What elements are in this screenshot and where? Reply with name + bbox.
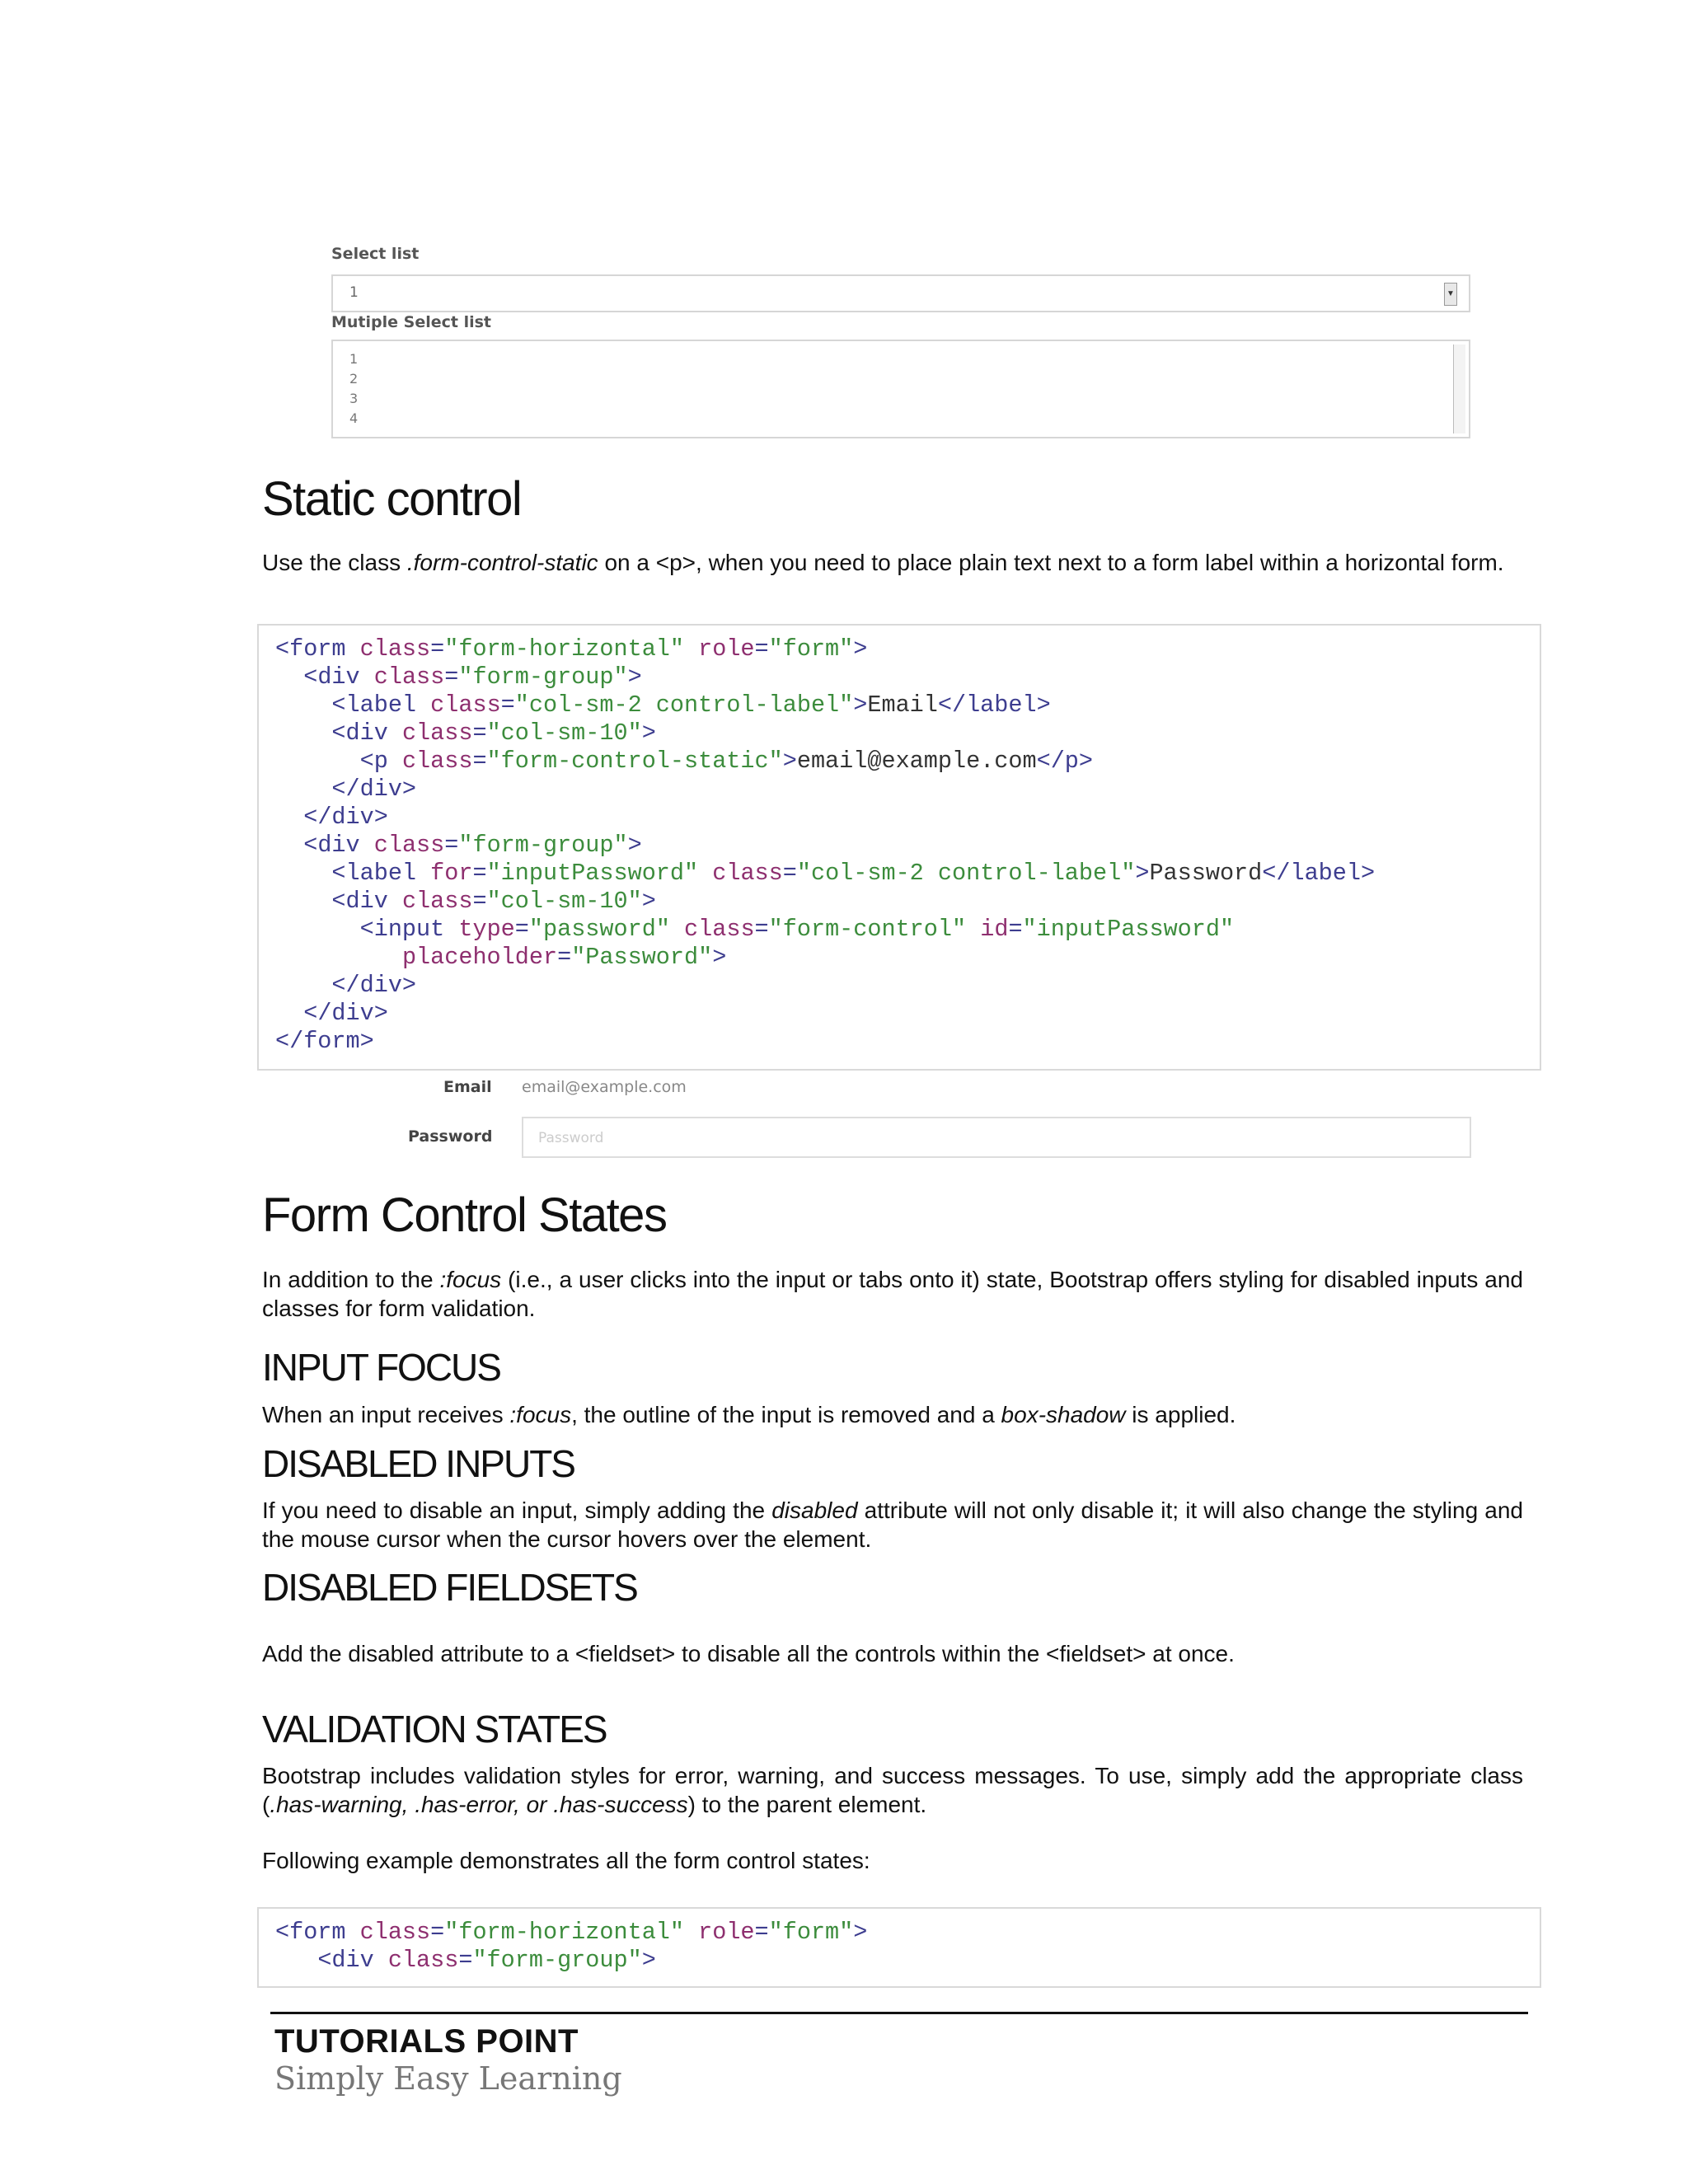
text-run: Use the class (262, 550, 407, 575)
code-token: "form-group" (458, 832, 628, 859)
code-token: "form-horizontal" (444, 635, 684, 663)
code-token: class (373, 663, 445, 691)
code-token: = (1008, 916, 1023, 943)
code-line (275, 635, 867, 663)
code-token: class (401, 748, 473, 775)
chevron-down-icon[interactable]: ▼ (1444, 283, 1457, 306)
text-run: attribute will not only disable it; it will also change the styling and the mouse cursor when the cursor hovers over the element. (262, 1497, 1523, 1552)
code-token: > (641, 888, 656, 915)
code-line (275, 1000, 388, 1027)
code-token: <p (359, 748, 402, 775)
code-token (275, 804, 303, 831)
code-line (275, 663, 642, 691)
code-token (275, 1000, 303, 1027)
disabled-fieldsets-heading: DISABLED FIELDSETS (262, 1566, 637, 1609)
code-token: "col-sm-2 control-label" (514, 691, 854, 719)
code-token: </form> (275, 1028, 374, 1055)
text-run: (i.e., a user clicks into the input or tabs onto it) state, Bootstrap offers styling for disabled inputs and classes for form validation. (262, 1267, 1523, 1321)
code-token: </p> (1036, 748, 1094, 775)
code-token: > (853, 635, 868, 663)
italic-text: .has-warning, .has-error, or .has-success (270, 1792, 688, 1817)
form-states-code-block (257, 1907, 1541, 1988)
code-token: email@example.com (796, 748, 1037, 775)
code-token: = (754, 635, 769, 663)
code-token: = (472, 748, 487, 775)
code-token: = (514, 916, 529, 943)
code-line (275, 972, 416, 999)
code-token: "Password" (571, 944, 713, 971)
code-token: <form (275, 1919, 360, 1946)
code-token (966, 916, 980, 943)
multiple-select-list[interactable] (331, 340, 1470, 438)
text-run: ) to the parent element. (687, 1792, 927, 1817)
disabled-inputs-heading: DISABLED INPUTS (262, 1442, 574, 1485)
code-token (275, 832, 303, 859)
code-token: </div> (303, 1000, 388, 1027)
code-token: > (627, 663, 642, 691)
form-control-states-intro (262, 1265, 1523, 1323)
code-token: "col-sm-2 control-label" (796, 860, 1136, 887)
code-token: "form-group" (458, 663, 628, 691)
italic-text: .form-control-static (406, 550, 598, 575)
validation-example-intro (262, 1846, 1523, 1875)
password-placeholder: Password (538, 1130, 604, 1146)
code-token: > (1135, 860, 1150, 887)
code-token: <label (331, 860, 431, 887)
code-token (275, 916, 360, 943)
code-token: "form" (768, 1919, 854, 1946)
code-token: = (500, 691, 515, 719)
code-token: for (430, 860, 473, 887)
code-token (275, 944, 402, 971)
code-line (275, 1919, 867, 1946)
footer-tagline: Simply Easy Learning (274, 2060, 622, 2097)
select-option[interactable]: 4 (349, 410, 359, 426)
multiple-select-options (349, 349, 358, 429)
code-token: "inputPassword" (486, 860, 699, 887)
code-token: <div (317, 1947, 388, 1974)
code-token: > (782, 748, 797, 775)
code-token: = (754, 1919, 769, 1946)
text-run: is applied. (1125, 1402, 1236, 1427)
code-token: > (712, 944, 727, 971)
code-line (275, 776, 416, 803)
code-token: <form (275, 635, 360, 663)
disabled-inputs-text (262, 1496, 1523, 1554)
code-token: class (373, 832, 445, 859)
code-line (275, 719, 656, 747)
code-token: = (458, 1947, 473, 1974)
code-token: Email (867, 691, 938, 719)
code-line (275, 1947, 656, 1974)
text-run: , the outline of the input is removed and a (571, 1402, 1001, 1427)
multiple-select-list-label: Mutiple Select list (331, 313, 491, 331)
code-token: "col-sm-10" (486, 888, 642, 915)
code-line (275, 888, 656, 915)
input-focus-heading: INPUT FOCUS (262, 1346, 500, 1389)
code-token: "form-group" (472, 1947, 642, 1974)
code-token (670, 916, 684, 943)
code-token: </label> (937, 691, 1051, 719)
code-token: <div (303, 663, 374, 691)
disabled-fieldsets-text (262, 1639, 1523, 1668)
code-token: > (853, 691, 868, 719)
static-control-heading: Static control (262, 472, 522, 526)
scrollbar[interactable] (1453, 344, 1465, 434)
code-token (698, 860, 712, 887)
validation-states-heading: VALIDATION STATES (262, 1708, 607, 1750)
code-token: "form" (768, 635, 854, 663)
code-token: = (557, 944, 572, 971)
code-line (275, 804, 388, 831)
code-token (275, 972, 331, 999)
code-token: "password" (528, 916, 670, 943)
code-token: class (430, 691, 501, 719)
code-token: <div (331, 719, 402, 747)
code-token: <label (331, 691, 431, 719)
code-token: = (430, 635, 445, 663)
code-token: role (698, 635, 755, 663)
code-token: > (853, 1919, 868, 1946)
code-token: </div> (331, 972, 417, 999)
code-token: class (401, 888, 473, 915)
code-token (275, 748, 360, 775)
code-token: Password (1149, 860, 1263, 887)
code-token: class (684, 916, 755, 943)
italic-text: :focus (509, 1402, 572, 1427)
code-token: </div> (331, 776, 417, 803)
code-token: class (359, 1919, 431, 1946)
email-label: Email (443, 1078, 492, 1096)
code-line (275, 860, 1375, 887)
code-token: class (712, 860, 783, 887)
code-line (275, 944, 726, 971)
code-token (275, 663, 303, 691)
code-token (684, 1919, 698, 1946)
code-line (275, 691, 1051, 719)
code-token: = (444, 832, 459, 859)
code-token: = (444, 663, 459, 691)
validation-states-text (262, 1761, 1523, 1819)
code-token: class (387, 1947, 459, 1974)
select-list-value: 1 (349, 284, 359, 301)
text-run: on a <p>, when you need to place plain text next to a form label within a horizontal form. (598, 550, 1504, 575)
code-token (275, 888, 331, 915)
text-run: If you need to disable an input, simply adding the (262, 1497, 772, 1523)
code-token: </label> (1262, 860, 1376, 887)
italic-text: box-shadow (1001, 1402, 1126, 1427)
code-token: placeholder (401, 944, 558, 971)
form-control-states-heading: Form Control States (262, 1188, 667, 1242)
code-token: id (980, 916, 1009, 943)
code-token: > (641, 1947, 656, 1974)
code-token: > (641, 719, 656, 747)
code-token: "form-horizontal" (444, 1919, 684, 1946)
form-states-code (275, 1919, 867, 1975)
code-token: class (359, 635, 431, 663)
code-token (275, 1947, 317, 1974)
italic-text: disabled (771, 1497, 858, 1523)
static-control-code-block (257, 624, 1541, 1071)
code-token: <div (331, 888, 402, 915)
code-token: "col-sm-10" (486, 719, 642, 747)
code-token: </div> (303, 804, 388, 831)
code-line (275, 832, 642, 859)
email-static-value: email@example.com (522, 1078, 687, 1096)
text-run: Add the disabled attribute to a <fieldset> to disable all the controls within the <fieldset> at once. (262, 1641, 1235, 1666)
text-run: When an input receives (262, 1402, 510, 1427)
text-run: Following example demonstrates all the form control states: (262, 1848, 870, 1873)
text-run: In addition to the (262, 1267, 440, 1292)
select-list-label: Select list (331, 245, 420, 263)
static-control-intro (262, 548, 1523, 577)
code-token: <div (303, 832, 374, 859)
code-token: type (458, 916, 515, 943)
code-token: = (472, 719, 487, 747)
code-token: = (430, 1919, 445, 1946)
code-token: <input (359, 916, 459, 943)
select-option[interactable]: 2 (349, 371, 359, 387)
code-line (275, 1028, 374, 1055)
code-token: > (627, 832, 642, 859)
code-token (684, 635, 698, 663)
password-label: Password (408, 1127, 493, 1146)
select-list[interactable] (331, 274, 1470, 312)
italic-text: :focus (439, 1267, 502, 1292)
code-line (275, 916, 1234, 943)
text-run: Bootstrap includes validation styles for error, warning, and success messages. To use, simply add the appropriate class ( (262, 1763, 1523, 1817)
input-focus-text (262, 1400, 1523, 1429)
select-option[interactable]: 1 (349, 351, 359, 367)
select-option[interactable]: 3 (349, 391, 359, 406)
code-token (275, 776, 331, 803)
code-line (275, 748, 1093, 775)
password-field[interactable] (522, 1117, 1471, 1158)
code-token (275, 691, 331, 719)
footer-rule (270, 2012, 1528, 2014)
code-token: = (782, 860, 797, 887)
footer-title: TUTORIALS POINT (274, 2023, 579, 2060)
code-token: class (401, 719, 473, 747)
code-token: = (472, 860, 487, 887)
code-token: role (698, 1919, 755, 1946)
code-token: "inputPassword" (1022, 916, 1235, 943)
code-token: = (472, 888, 487, 915)
code-token: "form-control-static" (486, 748, 783, 775)
code-token: = (754, 916, 769, 943)
code-token (275, 860, 331, 887)
static-control-code (275, 635, 1375, 1056)
code-token (275, 719, 331, 747)
code-token: "form-control" (768, 916, 967, 943)
